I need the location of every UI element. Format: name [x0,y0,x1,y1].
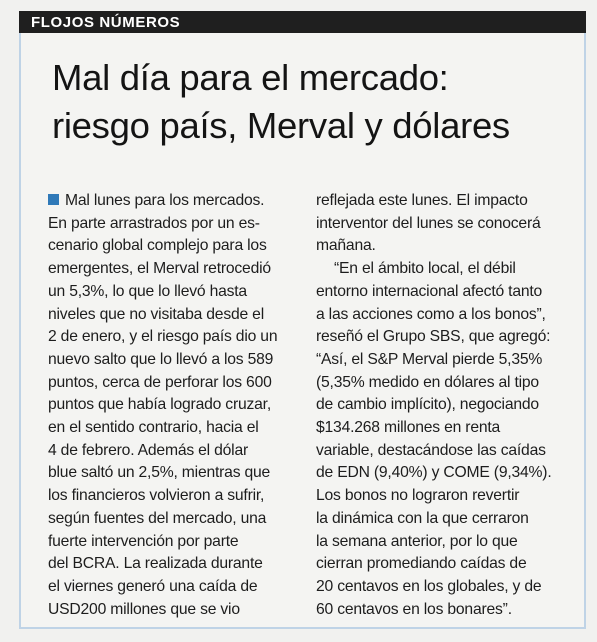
body-line: emergentes, el Merval retrocedió [48,260,271,278]
body-line-text: Mal lunes para los mercados. [65,192,265,209]
body-line: USD200 millones que se vio [48,600,240,618]
body-line: de EDN (9,40%) y COME (9,34%). [316,464,552,482]
article-title [52,54,572,150]
body-line: fuerte intervención por parte [48,532,239,550]
body-line: “En el ámbito local, el débil [334,260,516,278]
body-line: En parte arrastrados por un es- [48,214,260,232]
body-line: del BCRA. La realizada durante [48,555,263,573]
body-line: reflejada este lunes. El impacto [316,192,528,209]
body-line: cierran promediando caídas de [316,555,527,573]
body-line: de cambio implícito), negociando [316,396,539,414]
body-line: mañana. [316,237,376,255]
body-line: 2 de enero, y el riesgo país dio un [48,328,278,346]
body-line: Los bonos no lograron revertir [316,487,520,505]
title-line: riesgo país, Merval y dólares [52,105,510,146]
body-line: entorno internacional afectó tanto [316,282,543,300]
section-header-bar [19,11,586,33]
body-line: 4 de febrero. Además el dólar [48,441,249,459]
body-line: “Así, el S&P Merval pierde 5,35% [316,350,543,368]
body-line: reseñó el Grupo SBS, que agregó: [316,328,551,346]
body-line: 60 centavos en los bonares”. [316,600,512,618]
body-line: la dinámica con la que cerraron [316,509,529,527]
body-line: la semana anterior, por lo que [316,532,518,550]
article-column-right [316,190,578,621]
body-line: nuevo salto que lo llevó a los 589 [48,350,274,368]
body-line [48,190,300,213]
body-line: un 5,3%, lo que lo llevó hasta [48,282,247,300]
body-line: variable, destacándose las caídas [316,441,546,459]
article-column-left [48,190,300,621]
body-line: cenario global complejo para los [48,237,267,255]
body-line: (5,35% medido en dólares al tipo [316,373,539,391]
title-line: Mal día para el mercado: [52,57,449,98]
body-line: los financieros volvieron a sufrir, [48,487,265,505]
section-label: FLOJOS NÚMEROS [31,14,181,31]
body-line: el viernes generó una caída de [48,577,258,595]
body-line: $134.268 millones en renta [316,419,501,437]
body-line: puntos que había logrado cruzar, [48,396,271,414]
body-line: según fuentes del mercado, una [48,509,267,527]
body-line: 20 centavos en los globales, y de [316,577,542,595]
body-line: niveles que no visitaba desde el [48,305,264,323]
body-line: interventor del lunes se conocerá [316,214,541,232]
body-line: blue saltó un 2,5%, mientras que [48,464,271,482]
paragraph-bullet-icon [48,194,59,205]
body-line: puntos, cerca de perforar los 600 [48,373,272,391]
body-line: a las acciones como a los bonos”, [316,305,546,323]
body-line: en el sentido contrario, hacia el [48,419,259,437]
